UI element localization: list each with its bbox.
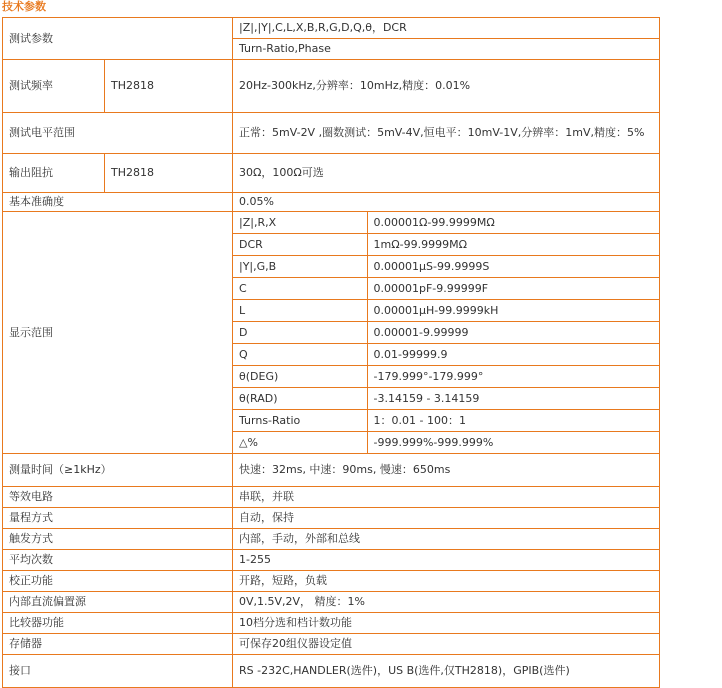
display-param: △% [233,432,367,454]
table-row [233,410,659,432]
row-value-range-mode: 自动，保持 [233,508,660,529]
display-param: |Z|,R,X [233,212,367,234]
row-value-interface: RS -232C,HANDLER(选件)，US B(选件,仅TH2818)，GPIB(选件) [233,655,660,688]
display-param: DCR [233,234,367,256]
display-param: Q [233,344,367,366]
display-range-table [233,212,659,453]
spec-table [2,17,660,688]
table-row [233,388,659,410]
display-range-value: 0.00001pF-9.99999F [367,278,659,300]
table-row [3,60,660,113]
display-range-value: 0.00001μH-99.9999kH [367,300,659,322]
table-row [3,655,660,688]
table-row [3,212,660,454]
row-value-memory: 可保存20组仪器设定值 [233,634,660,655]
table-row [233,366,659,388]
row-value-avg-count: 1-255 [233,550,660,571]
table-row [3,592,660,613]
row-value-trigger-mode: 内部，手动，外部和总线 [233,529,660,550]
table-row [3,571,660,592]
row-label-dc-bias: 内部直流偏置源 [3,592,233,613]
row-value-measure-time: 快速：32ms, 中速：90ms, 慢速：650ms [233,454,660,487]
row-label-basic-accuracy: 基本准确度 [3,193,233,212]
row-label-output-impedance: 输出阻抗 [3,154,105,193]
row-label-range-mode: 量程方式 [3,508,233,529]
table-row [3,487,660,508]
display-range-value: -3.14159 - 3.14159 [367,388,659,410]
table-row [233,278,659,300]
table-row [3,613,660,634]
row-label-test-params: 测试参数 [3,18,233,60]
row-value-test-level: 正常：5mV-2V ,圈数测试：5mV-4V,恒电平：10mV-1V,分辨率：1mV,精度：5% [233,113,660,154]
row-label-measure-time: 测量时间（≥1kHz） [3,454,233,487]
table-row [233,322,659,344]
row-value-equiv-circuit: 串联，并联 [233,487,660,508]
display-range-value: 1：0.01 - 100：1 [367,410,659,432]
display-range-value: -179.999°-179.999° [367,366,659,388]
row-value-correction: 开路，短路，负载 [233,571,660,592]
table-row [233,256,659,278]
display-range-value: 0.01-99999.9 [367,344,659,366]
row-value-comparator: 10档分选和档计数功能 [233,613,660,634]
display-range-value: 0.00001μS-99.9999S [367,256,659,278]
display-param: L [233,300,367,322]
display-param: D [233,322,367,344]
row-value-dc-bias: 0V,1.5V,2V， 精度：1% [233,592,660,613]
row-label-display-range: 显示范围 [3,212,233,454]
row-model-test-freq: TH2818 [105,60,233,113]
table-row [3,634,660,655]
table-row [233,212,659,234]
row-label-comparator: 比较器功能 [3,613,233,634]
row-value-test-params [233,18,660,60]
display-param: C [233,278,367,300]
row-label-test-freq: 测试频率 [3,60,105,113]
table-row [3,529,660,550]
display-param: |Y|,G,B [233,256,367,278]
display-range-value: -999.999%-999.999% [373,436,494,449]
row-label-trigger-mode: 触发方式 [3,529,233,550]
row-label-interface: 接口 [3,655,233,688]
display-range-value: 0.00001-9.99999 [367,322,659,344]
row-value-output-impedance: 30Ω，100Ω可选 [233,154,660,193]
table-row [233,300,659,322]
row-label-test-level: 测试电平范围 [3,113,233,154]
table-row [3,18,660,60]
display-range-cell [233,212,660,454]
table-row [3,193,660,212]
table-row [3,454,660,487]
section-title: 技术参数 [2,0,46,13]
test-params-line2: Turn-Ratio,Phase [233,38,659,59]
row-value-basic-accuracy: 0.05% [233,193,660,212]
display-range-value: 1mΩ-99.9999MΩ [367,234,659,256]
table-row [233,432,659,454]
table-row [233,234,659,256]
table-row [3,550,660,571]
table-row [3,508,660,529]
test-params-line1: |Z|,|Y|,C,L,X,B,R,G,D,Q,θ，DCR [239,21,407,34]
display-range-value: 0.00001Ω-99.9999MΩ [367,212,659,234]
row-model-output-impedance: TH2818 [105,154,233,193]
table-row [3,113,660,154]
row-label-avg-count: 平均次数 [3,550,233,571]
table-row [233,344,659,366]
display-param: θ(DEG) [233,366,367,388]
row-value-test-freq: 20Hz-300kHz,分辨率：10mHz,精度：0.01% [233,60,660,113]
row-label-equiv-circuit: 等效电路 [3,487,233,508]
row-label-memory: 存储器 [3,634,233,655]
table-row [3,154,660,193]
display-param: θ(RAD) [233,388,367,410]
display-param: Turns-Ratio [233,410,367,432]
row-label-correction: 校正功能 [3,571,233,592]
